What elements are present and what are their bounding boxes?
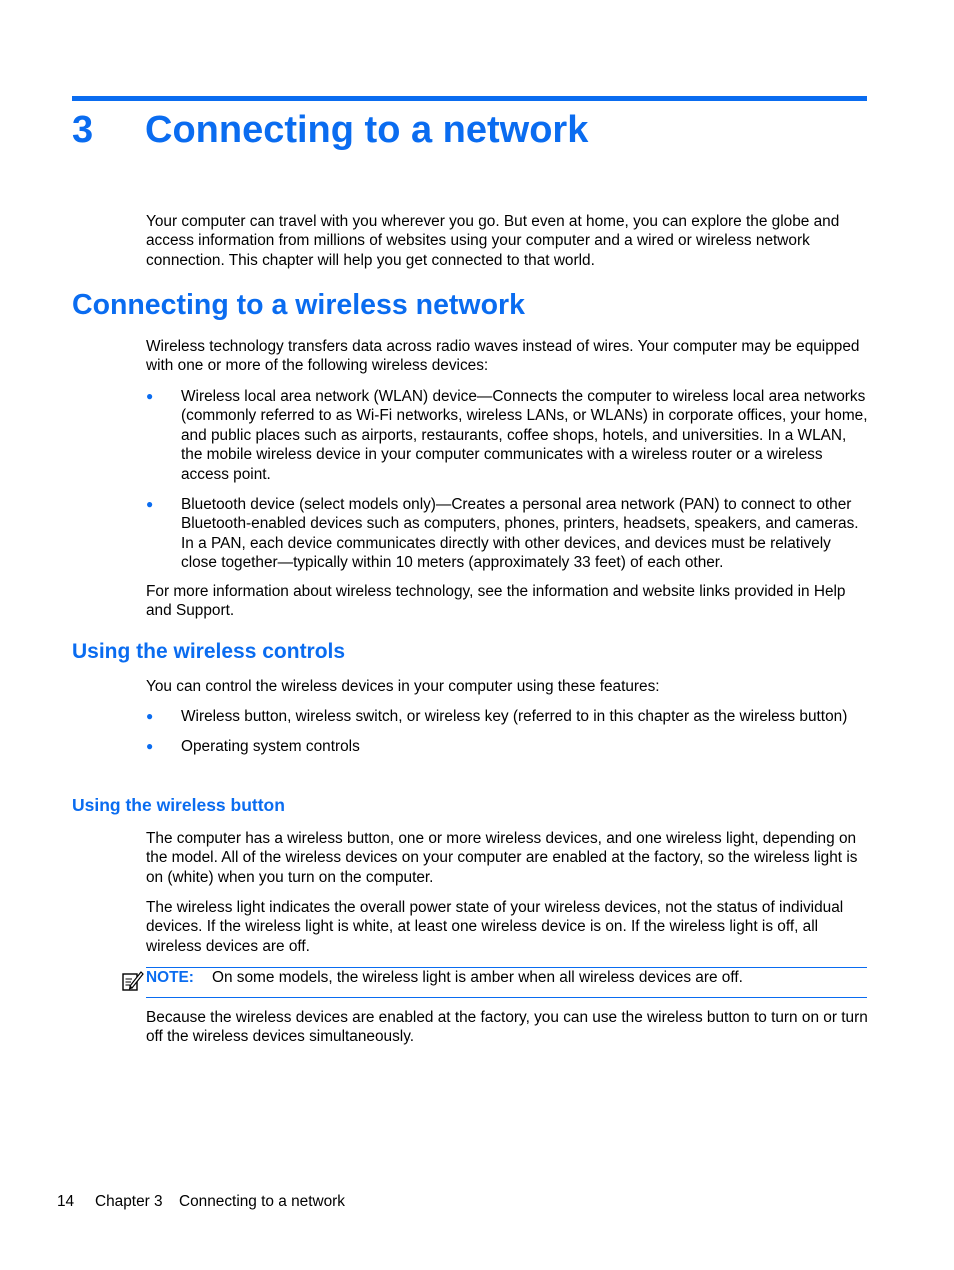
- chapter-heading: [72, 106, 588, 154]
- note-pencil-icon: [120, 968, 144, 992]
- chapter-title: Connecting to a network: [145, 109, 589, 151]
- chapter-number: 3: [72, 109, 94, 151]
- subsection-title: Using the wireless controls: [72, 640, 346, 663]
- note-box: [116, 962, 867, 998]
- bullet-icon: ●: [146, 389, 154, 403]
- wireless-button-paragraph: The computer has a wireless button, one or more wireless devices, and one wireless light, depending on the model. All of the wireless devices on your computer are enabled at the factory, so the wireless light is on (white) when you turn on the computer.: [146, 830, 858, 886]
- wireless-light-paragraph: The wireless light indicates the overall power state of your wireless devices, not the status of individual devices. If the wireless light is white, at least one wireless device is on. If the wireless light is off, all wireless devices are off.: [146, 899, 844, 955]
- section-outro: For more information about wireless technology, see the information and website links provided in Help and Support.: [146, 583, 846, 620]
- page-footer: [57, 1192, 345, 1211]
- page-number: 14: [57, 1193, 75, 1210]
- factory-enabled-paragraph: Because the wireless devices are enabled at the factory, you can use the wireless button to turn on or turn off the wireless devices simultaneously.: [146, 1009, 868, 1046]
- bullet-icon: ●: [146, 709, 154, 723]
- list-item: [146, 737, 870, 756]
- note-text: [146, 968, 743, 987]
- list-item: [146, 387, 870, 484]
- section-title: Connecting to a wireless network: [72, 289, 525, 321]
- footer-chapter: Chapter 3: [95, 1193, 163, 1210]
- note-body: On some models, the wireless light is amber when all wireless devices are off.: [212, 969, 743, 986]
- subsubsection-title: Using the wireless button: [72, 795, 285, 815]
- list-item-text: Wireless local area network (WLAN) device—Connects the computer to wireless local area networks (commonly referred to as Wi-Fi networks, wireless LANs, or WLANs) in corporate offices, your home, and public places such as airports, restaurants, coffee shops, hotels, and universities. In a WLAN, the mobile wireless device in your computer communicates with a wireless router or a wireless access point.: [181, 388, 868, 483]
- bullet-icon: ●: [146, 739, 154, 754]
- bullet-icon: ●: [146, 497, 154, 512]
- subsection-intro: You can control the wireless devices in your computer using these features:: [146, 678, 660, 695]
- wireless-controls-list: [146, 707, 870, 757]
- section-intro: Wireless technology transfers data across radio waves instead of wires. Your computer may be equipped with one or more of the following wireless devices:: [146, 338, 860, 375]
- chapter-rule: [72, 96, 867, 101]
- wireless-devices-list: [146, 387, 870, 573]
- list-item: [146, 495, 870, 573]
- list-item-text: Wireless button, wireless switch, or wireless key (referred to in this chapter as the wireless button): [181, 708, 848, 725]
- footer-title: Connecting to a network: [179, 1193, 345, 1210]
- chapter-intro: Your computer can travel with you wherever you go. But even at home, you can explore the globe and access information from millions of websites using your computer and a wired or wireless network connection. This chapter will help you get connected to that world.: [146, 213, 840, 269]
- note-divider-bottom: [146, 997, 867, 998]
- list-item-text: Bluetooth device (select models only)—Creates a personal area network (PAN) to connect to other Bluetooth-enabled devices such as computers, phones, printers, headsets, speakers, and cameras. In a PAN, each device communicates directly with other devices, and devices must be relatively close together—typically within 10 meters (approximately 33 feet) of each other.: [181, 496, 859, 572]
- note-label: NOTE:: [146, 969, 194, 986]
- list-item-text: Operating system controls: [181, 738, 360, 756]
- list-item: [146, 707, 870, 726]
